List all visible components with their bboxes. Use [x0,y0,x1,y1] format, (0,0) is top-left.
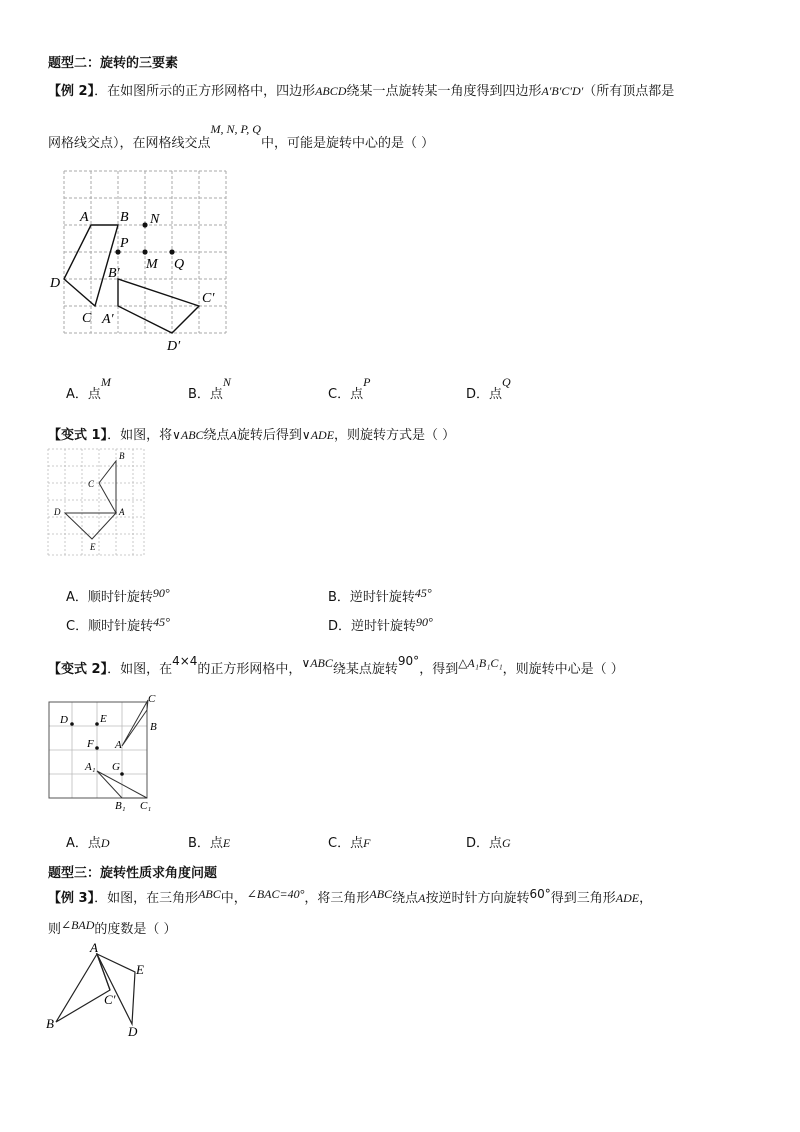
label-c: C [148,693,156,705]
math-expr: ∠BAD [61,918,95,932]
label-c: C [88,479,95,489]
option-c[interactable] [328,832,370,851]
question-text: 网格线交点），在网格线交点 [48,136,211,151]
math-expr: ABC [198,887,221,901]
point-e [95,722,99,726]
math-expr: 90° [416,615,433,629]
point-n [142,222,147,227]
label-n: N [150,212,160,227]
question-text: ，则旋转方式是（ ） [334,428,456,443]
question-tag: 【例 2】 [48,84,95,99]
label-e: E [136,962,144,977]
question-tag: 【变式 1】 [48,428,108,443]
option-text: B．逆时针旋转 [328,590,415,605]
question-tag: 【变式 2】 [48,662,108,677]
question-line [48,424,455,443]
option-b[interactable] [188,832,230,851]
label-a1: A₁ [85,761,96,773]
question-text: ，得到 [419,662,459,677]
label-f: F [87,738,94,750]
question-line [48,887,652,906]
question-text: ．如图，将 [107,428,173,443]
math-expr: ∠BAC=40° [246,887,305,901]
option-text: D．逆时针旋转 [328,619,417,634]
triangle-abc [99,461,116,513]
option-text: A．点 [66,836,101,851]
math-expr: A [418,891,426,905]
question-text: ，将三角形 [304,891,370,906]
math-expr: ∨ADE [301,428,335,442]
math-expr: N [222,375,231,389]
label-b: B [150,721,157,733]
question-text: 中， [220,891,247,906]
math-expr: A [229,428,237,442]
question-tag: 【例 3】 [48,891,95,906]
grid-figure-2 [44,447,148,559]
label-d-prime: D′ [167,339,181,354]
label-g: G [112,761,120,773]
question-text: 的度数是（ ） [94,922,177,937]
math-expr: M [100,375,111,389]
option-d[interactable] [466,375,511,402]
grid-figure-3 [44,690,168,812]
label-b: B [119,451,125,461]
triangle-ade [97,954,135,1024]
question-line [48,122,435,151]
math-expr: 4×4 [172,654,198,668]
question-text: 则 [48,922,62,937]
label-d: D [54,507,61,517]
point-d [70,722,74,726]
math-expr: M, N, P, Q [210,122,261,136]
section-title: 题型三：旋转性质求角度问题 [48,866,218,881]
math-expr: A′B′C′D′ [541,84,584,98]
option-d[interactable] [466,832,511,851]
label-b: B [120,210,129,225]
label-b1: B₁ [115,800,126,812]
question-text: 的正方形网格中， [197,662,302,677]
question-text: ．如图，在 [107,662,173,677]
label-d: D [128,1024,138,1038]
label-p: P [120,236,129,251]
section-title: 题型二：旋转的三要素 [48,56,179,71]
option-text: C．点 [328,387,364,402]
option-text: B．点 [188,387,223,402]
label-d: D [60,714,68,726]
question-text: 绕某点旋转 [332,662,398,677]
math-expr: G [502,836,511,850]
option-c[interactable] [328,375,371,402]
option-b[interactable] [188,375,231,402]
label-a: A [115,739,122,751]
point-q [169,249,174,254]
label-e: E [90,542,96,552]
math-expr: ∨ABC [301,656,333,670]
question-text: ．在如图所示的正方形网格中，四边形 [94,84,316,99]
question-text: ，则旋转中心是（ ） [502,662,624,677]
point-g [120,772,124,776]
point-f [95,746,99,750]
option-a[interactable] [66,375,111,402]
label-a: A [90,942,98,955]
question-line [48,80,674,99]
label-b-prime: B′ [108,266,120,281]
option-text: A．点 [66,387,101,402]
question-text: 绕某一点旋转某一角度得到四边形 [346,84,542,99]
option-b[interactable] [328,586,432,605]
label-q: Q [174,257,185,272]
option-text: D．点 [466,836,503,851]
grid-figure-1 [40,165,240,355]
option-a[interactable] [66,832,110,851]
option-text: C．点 [328,836,364,851]
label-c-prime: C′ [202,291,215,306]
math-expr: ADE [615,891,640,905]
point-m [142,249,147,254]
math-expr: P [363,375,371,389]
math-expr: △A₁B₁C₁ [458,656,503,670]
label-c: C′ [104,992,116,1007]
option-c[interactable] [66,615,170,634]
option-text: C．顺时针旋转 [66,619,154,634]
option-text: A．顺时针旋转 [66,590,153,605]
triangle-figure [40,942,160,1038]
option-text: B．点 [188,836,223,851]
math-expr: ABCD [315,84,347,98]
math-expr: 45° [153,615,170,629]
math-expr: 45° [414,586,432,600]
option-d[interactable] [328,615,433,634]
label-m: M [146,257,158,272]
math-expr: ABC [369,887,393,901]
question-text: （所有顶点都是 [583,84,675,99]
math-expr: 90° [152,586,170,600]
math-expr: E [222,836,231,850]
label-a: A [80,210,89,225]
question-text: 按逆时针方向旋转 [425,891,530,906]
question-text: 绕点 [203,428,230,443]
label-e: E [100,713,107,725]
question-text: 旋转后得到 [236,428,302,443]
label-a: A [119,507,125,517]
math-expr: ∨ABC [172,428,204,442]
question-text: ．如图，在三角形 [94,891,199,906]
label-b: B [46,1016,54,1031]
label-d: D [50,276,61,291]
question-line [48,918,177,937]
question-line [48,654,624,677]
label-c1: C₁ [140,800,152,812]
option-text: D．点 [466,387,503,402]
question-text: ， [639,891,653,906]
math-expr: Q [502,375,511,389]
question-text: 绕点 [392,891,419,906]
question-text: 得到三角形 [550,891,616,906]
label-c: C [82,311,92,326]
math-expr: D [100,836,110,850]
math-expr: 90° [397,654,420,668]
math-expr: 60° [529,887,551,901]
question-text: 中，可能是旋转中心的是（ ） [260,136,435,151]
math-expr: F [363,836,371,850]
label-a-prime: A′ [102,312,114,327]
triangle-abc [122,700,148,746]
option-a[interactable] [66,586,170,605]
